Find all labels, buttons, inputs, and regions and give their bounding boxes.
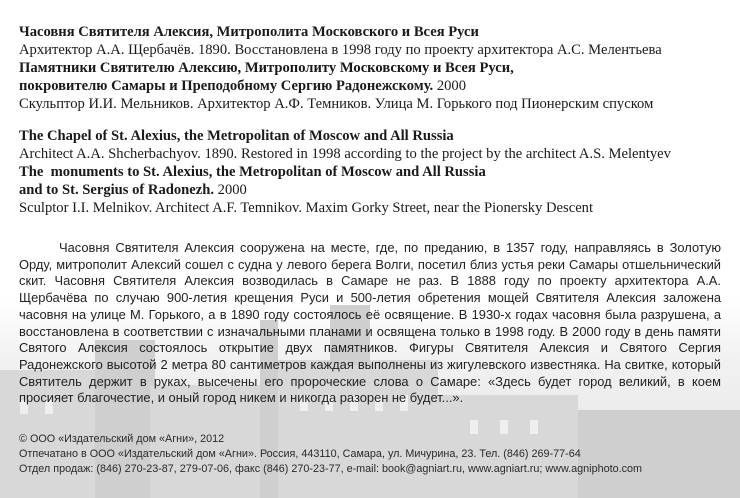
english-architect: Architect A.A. Shcherbachyov. 1890. Restored in 1998 according to the project by the architect A.S. Melentyev	[19, 146, 671, 162]
russian-architect: Архитектор А.А. Щербачёв. 1890. Восстановлена в 1998 году по проекту архитектора А.С. Мелентьева	[19, 42, 662, 58]
printed-by-line: Отпечатано в ООО «Издательский дом «Агни». Россия, 443110, Самара, ул. Мичурина, 23. Тел. (846) 269-77-64	[19, 448, 581, 460]
description-paragraph: Часовня Святителя Алексия сооружена на месте, где, по преданию, в 1357 году, направляясь в Золотую Орду, митрополит Алексий сошел с судна у левого берега Волги, посетил близ устья реки Самары отшельнический скит. Часовня Святителя Алексия возводилась в Самаре не раз. В 1888 году по проекту архитектора А.А. Щербачёва по случаю 900-летия крещения Руси и 500-летия обретения мощей Святителя Алексия заложена часовня на улице М. Горького, а в 1890 году состоялось её освящение. В 1930-х годах часовня была разрушена, а восстановлена в соответствии с изначальными планами и освящена только в 1998 году. В 2000 году в день памяти Святого Алексия состоялось открытие двух памятников. Фигуры Святителя Алексия и Святого Сергия Радонежского высотой 2 метра 80 сантиметров каждая выполнены из жигулевского известняка. На свитке, который Святитель держит в руках, высечены его пророческие слова о Самаре: «Здесь будет город великий, в коем просияет благочестие, и оный город никем и никогда разорен не будет...».	[19, 240, 721, 406]
sales-contact-line: Отдел продаж: (846) 270-23-87, 279-07-06, факс (846) 270-23-77, e-mail: book@agniart.ru, www.agniart.ru; www.agniphoto.com	[19, 463, 642, 475]
publisher-credits	[19, 432, 731, 477]
english-title: The Chapel of St. Alexius, the Metropolitan of Moscow and All Russia	[19, 128, 454, 144]
english-caption	[19, 127, 731, 217]
russian-sculptor: Скульптор И.И. Мельников. Архитектор А.Ф. Темников. Улица М. Горького под Пионерским спуском	[19, 96, 654, 112]
english-monument-line2	[19, 181, 731, 199]
english-sculptor: Sculptor I.I. Melnikov. Architect A.F. Temnikov. Maxim Gorky Street, near the Pionersky Descent	[19, 200, 594, 216]
russian-title: Часовня Святителя Алексия, Митрополита Московского и Всея Руси	[19, 24, 479, 40]
russian-monument-line2	[19, 77, 731, 95]
english-monument-line1: The monuments to St. Alexius, the Metropolitan of Moscow and All Russia	[19, 164, 486, 180]
copyright-line: © ООО «Издательский дом «Агни», 2012	[19, 433, 225, 445]
russian-monument-year: 2000	[433, 78, 467, 94]
english-monument-line2-bold: and to St. Sergius of Radonezh.	[19, 182, 215, 198]
english-monument-year: 2000	[214, 182, 247, 198]
russian-monument-line1: Памятники Святителю Алексию, Митрополиту Московскому и Всея Руси,	[19, 60, 514, 76]
russian-caption	[19, 23, 731, 113]
russian-monument-line2-bold: покровителю Самары и Преподобному Сергию Радонежскому.	[19, 78, 434, 94]
